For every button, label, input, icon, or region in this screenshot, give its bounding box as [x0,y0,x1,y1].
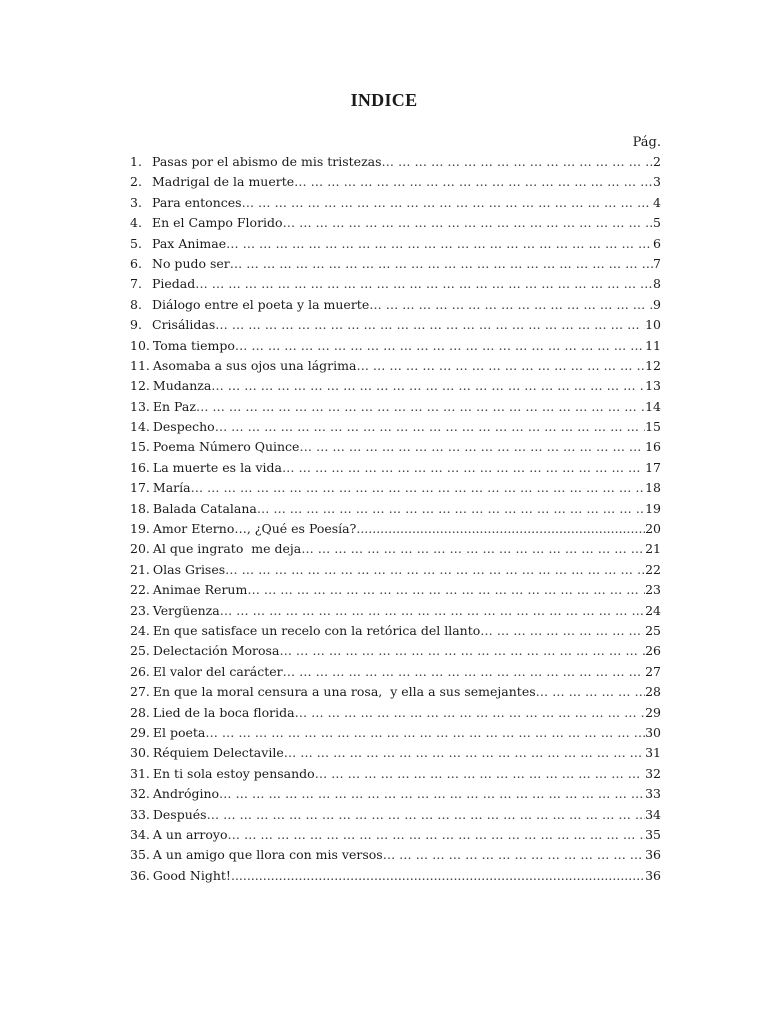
toc-entry [130,215,661,235]
toc-entry-number: 12. [130,378,150,394]
toc-entry-page-number: 36 [645,867,661,883]
toc-entry-title: Lied de la boca florida [152,704,295,720]
toc-entry-title: Piedad [152,276,196,292]
toc-entry-page-number: 26 [645,643,661,659]
toc-entry [130,847,661,867]
toc-entry-number: 35. [130,847,150,863]
toc-entry-page-number: 29 [645,704,661,720]
toc-entry [130,276,661,296]
dot-leader [235,338,645,353]
toc-entry [130,338,661,358]
dot-leader [480,623,645,638]
toc-entry-title: No pudo ser [152,255,230,271]
dot-leader [284,745,645,760]
toc-entry-title: El poeta [152,724,206,740]
toc-entry-page-number: 35 [645,826,661,842]
toc-entry-page-number: 24 [645,602,661,618]
toc-entry-page-number: 11 [645,337,661,353]
dot-leader [294,174,653,189]
toc-entry-page-number: 6 [653,235,661,251]
dot-leader [226,236,653,251]
toc-entry [130,419,661,439]
dot-leader [279,643,645,658]
toc-entry-number: 31. [130,765,150,781]
toc-entry-page-number: 18 [645,480,661,496]
toc-entry [130,256,661,276]
toc-entry-page-number: 7 [653,255,661,271]
toc-entry-page-number: 27 [645,663,661,679]
toc-entry-number: 26. [130,663,150,679]
page-title: INDICE [350,90,418,110]
toc-entry-page-number: 28 [645,684,661,700]
toc-entry-title: Para entonces [152,194,242,210]
toc-entry-page-number: 15 [645,419,661,435]
toc-entry-title: Olas Grises [152,561,226,577]
toc-entry [130,317,661,337]
toc-entry [130,378,661,398]
toc-entry-title: Réquiem Delectavile [152,745,284,761]
dot-leader [356,521,645,536]
toc-entry-title: Delectación Morosa [152,643,280,659]
dot-leader [196,399,645,414]
dot-leader [215,317,645,332]
toc-entry-number: 25. [130,643,150,659]
dot-leader [231,868,645,883]
toc-entry [130,439,661,459]
toc-entry-title: María [152,480,191,496]
toc-entry-title: A un amigo que llora con mis versos [152,847,383,863]
toc-entry [130,460,661,480]
dot-leader [257,501,645,516]
toc-entry-number: 1. [130,154,142,169]
toc-entry [130,684,661,704]
toc-entry-number: 7. [130,276,142,292]
toc-entry-page-number: 25 [645,622,661,638]
toc-entry-number: 3. [130,194,142,210]
toc-entry-number: 2. [130,174,142,190]
toc-entry [130,807,661,827]
toc-entry-page-number: 34 [645,806,661,822]
dot-leader [382,154,654,169]
dot-leader [230,256,653,271]
toc-entry-page-number: 20 [645,521,661,537]
dot-leader [282,460,645,475]
toc-entry-number: 24. [130,622,150,638]
toc-entry-page-number: 8 [653,276,661,292]
dot-leader [242,195,653,210]
toc-entry [130,154,661,174]
toc-entry [130,766,661,786]
toc-entry-page-number: 13 [645,378,661,394]
dot-leader [315,766,645,781]
dot-leader [211,378,645,393]
dot-leader [247,582,645,597]
toc-entry-page-number: 3 [653,174,661,190]
toc-entry-number: 33. [130,806,150,822]
table-of-contents [130,154,661,888]
toc-entry [130,480,661,500]
toc-entry [130,705,661,725]
toc-entry-title: Andrógino [152,786,220,802]
toc-entry [130,725,661,745]
dot-leader [220,603,645,618]
toc-entry [130,521,661,541]
dot-leader [369,297,653,312]
toc-entry-page-number: 16 [645,439,661,455]
toc-entry-title: Madrigal de la muerte [152,174,295,190]
toc-entry-number: 11. [130,357,150,373]
toc-entry-number: 27. [130,684,150,700]
toc-entry-number: 13. [130,398,150,414]
toc-entry-page-number: 9 [653,296,661,312]
toc-entry-title: En el Campo Florido [152,215,283,231]
toc-entry-title: El valor del carácter [152,663,283,679]
toc-entry-title: La muerte es la vida [152,459,283,475]
toc-entry-number: 36. [130,867,150,883]
toc-entry [130,174,661,194]
dot-leader [299,439,645,454]
dot-leader [283,664,645,679]
dot-leader [195,276,653,291]
toc-entry-number: 21. [130,561,150,577]
toc-entry-page-number: 2 [653,154,661,169]
toc-entry-title: A un arroyo [152,826,228,842]
toc-entry-number: 9. [130,317,142,333]
dot-leader [536,684,645,699]
toc-entry-title: Despecho [152,419,215,435]
toc-entry-title: En ti sola estoy pensando [152,765,315,781]
toc-entry-title: Pasas por el abismo de mis tristezas [152,154,382,169]
toc-entry [130,623,661,643]
toc-entry-title: En que satisface un recelo con la retórica del llanto [152,622,481,638]
toc-entry-title: Al que ingrato me deja [152,541,302,557]
toc-entry-page-number: 5 [653,215,661,231]
toc-entry-title: Poema Número Quince [152,439,300,455]
toc-entry-title: Amor Eterno…, ¿Qué es Poesía? [152,521,357,537]
toc-entry-title: Toma tiempo [152,337,235,353]
toc-entry-page-number: 10 [645,317,661,333]
page-column-header: Pág. [632,135,661,150]
dot-leader [207,807,646,822]
toc-entry [130,541,661,561]
toc-entry-title: Pax Animae [152,235,227,251]
toc-entry-number: 23. [130,602,150,618]
toc-entry-number: 14. [130,419,150,435]
toc-entry-title: En Paz [152,398,196,414]
toc-entry-page-number: 12 [645,357,661,373]
toc-entry-title: Animae Rerum [152,582,248,598]
toc-entry-number: 4. [130,215,142,231]
toc-entry-number: 6. [130,255,142,271]
toc-entry-title: Vergüenza [152,602,220,618]
toc-entry-number: 10. [130,337,150,353]
toc-entry-page-number: 23 [645,582,661,598]
dot-leader [205,725,645,740]
toc-entry-title: Diálogo entre el poeta y la muerte [152,296,370,312]
toc-entry [130,603,661,623]
toc-entry-page-number: 31 [645,745,661,761]
toc-entry [130,562,661,582]
toc-entry-page-number: 21 [645,541,661,557]
toc-entry-number: 34. [130,826,150,842]
dot-leader [283,215,653,230]
toc-entry-title: Mudanza [152,378,212,394]
toc-entry-page-number: 17 [645,459,661,475]
toc-entry [130,868,661,888]
toc-entry-number: 18. [130,500,150,516]
toc-entry [130,297,661,317]
toc-entry [130,582,661,602]
toc-entry-number: 22. [130,582,150,598]
toc-entry [130,664,661,684]
toc-entry [130,745,661,765]
toc-entry-title: Balada Catalana [152,500,257,516]
toc-entry-number: 5. [130,235,142,251]
toc-entry-page-number: 33 [645,786,661,802]
toc-entry [130,195,661,215]
toc-entry [130,827,661,847]
dot-leader [227,827,645,842]
toc-entry-page-number: 22 [645,561,661,577]
toc-entry-page-number: 4 [653,194,661,210]
dot-leader [219,786,645,801]
toc-entry-number: 17. [130,480,150,496]
toc-entry-number: 30. [130,745,150,761]
dot-leader [295,705,645,720]
toc-entry [130,358,661,378]
toc-entry-page-number: 32 [645,765,661,781]
dot-leader [191,480,646,495]
dot-leader [383,847,645,862]
toc-entry-number: 29. [130,724,150,740]
toc-entry-number: 28. [130,704,150,720]
toc-entry-title: Good Night! [152,867,231,883]
toc-entry [130,236,661,256]
toc-entry [130,643,661,663]
toc-entry-page-number: 36 [645,847,661,863]
dot-leader [356,358,645,373]
toc-entry [130,501,661,521]
toc-entry [130,399,661,419]
toc-entry-title: Asomaba a sus ojos una lágrima [152,357,357,373]
toc-entry-number: 19. [130,521,150,537]
toc-entry-number: 16. [130,459,150,475]
toc-entry-number: 20. [130,541,150,557]
toc-entry-number: 32. [130,786,150,802]
dot-leader [215,419,645,434]
toc-entry-page-number: 14 [645,398,661,414]
toc-entry-title: En que la moral censura a una rosa, y ella a sus semejantes [152,684,536,700]
toc-entry-page-number: 30 [645,724,661,740]
toc-entry-number: 8. [130,296,142,312]
toc-entry-title: Después [152,806,207,822]
toc-entry-page-number: 19 [645,500,661,516]
toc-entry [130,786,661,806]
toc-entry-number: 15. [130,439,150,455]
toc-entry-title: Crisálidas [152,317,216,333]
dot-leader [301,541,645,556]
dot-leader [225,562,645,577]
